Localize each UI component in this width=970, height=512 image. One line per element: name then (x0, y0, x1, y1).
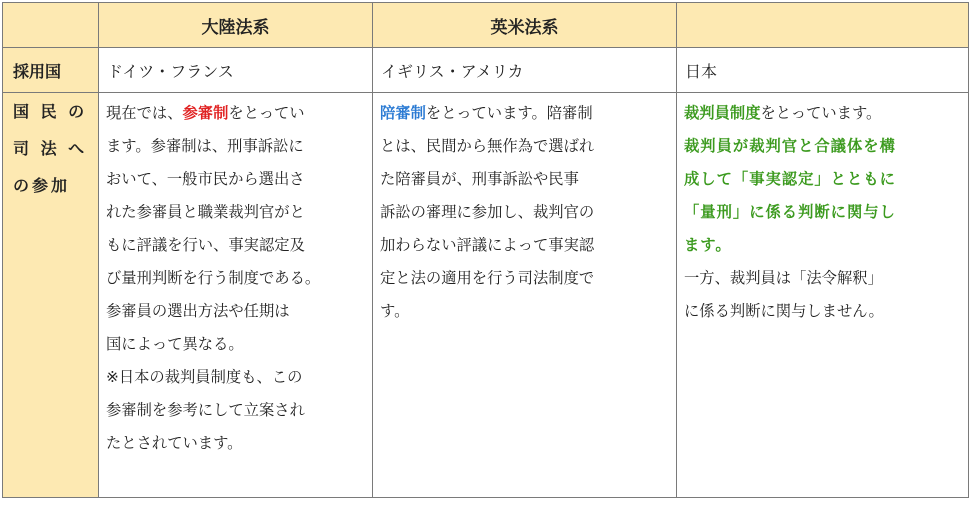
participation-continental (99, 93, 373, 498)
text-line: 一方、裁判員は「法令解釈」 (684, 269, 883, 287)
row-label-line: 司 法 へ (13, 139, 88, 158)
text-line: 現在では、参審制をとってい (106, 104, 305, 122)
adoption-common-text: イギリス・アメリカ (381, 61, 524, 81)
text-line: もに評議を行い、事実認定及 (106, 236, 305, 254)
japan-description (677, 93, 968, 328)
text-line: 裁判員制度をとっています。 (684, 104, 882, 122)
adoption-japan-text: 日本 (685, 61, 718, 81)
text-line: す。 (380, 302, 410, 320)
row-label-line: 国 民 の (13, 102, 88, 121)
text-line: た陪審員が、刑事訴訟や民事 (380, 170, 579, 188)
text-line: たとされています。 (106, 434, 243, 452)
row-label-line: の参加 (13, 176, 71, 195)
row-label-participation (3, 93, 99, 498)
adoption-japan (677, 48, 969, 93)
text-line: 加わらない評議によって事実認 (380, 236, 595, 254)
text-line: 参審制を参考にして立案され (106, 401, 305, 419)
adoption-common (373, 48, 677, 93)
text-line: 国によって異なる。 (106, 335, 244, 353)
text-line: ます。参審制は、刑事訴訟に (106, 137, 304, 155)
row-label-adoption: 採用国 (3, 48, 99, 93)
text-line: 陪審制をとっています。陪審制 (380, 104, 593, 122)
highlight-jury-system: 陪審制 (380, 104, 426, 122)
text-line: 参審員の選出方法や任期は (106, 302, 290, 320)
text-line: 訴訟の審理に参加し、裁判官の (380, 203, 595, 221)
row-label-lines (3, 93, 98, 204)
text-line: 定と法の適用を行う司法制度で (380, 269, 595, 287)
adoption-continental (99, 48, 373, 93)
green-text-line: 裁判員が裁判官と合議体を構 (684, 137, 896, 155)
green-text-line: 成して「事実認定」とともに (684, 170, 896, 188)
header-common-law: 英米法系 (373, 3, 677, 48)
header-row (3, 3, 969, 48)
common-law-description (373, 93, 676, 328)
text-line: れた参審員と職業裁判官がと (106, 203, 305, 221)
participation-japan (677, 93, 969, 498)
text-line: とは、民間から無作為で選ばれ (380, 137, 595, 155)
header-continental-law: 大陸法系 (99, 3, 373, 48)
continental-description (99, 93, 372, 460)
participation-common (373, 93, 677, 498)
highlight-lay-judge-system: 参審制 (182, 104, 229, 122)
text-line: ※日本の裁判員制度も、この (106, 368, 303, 386)
text-line: に係る判断に関与しません。 (684, 302, 884, 320)
participation-row (3, 93, 969, 498)
header-corner-cell (3, 3, 99, 48)
text-line: おいて、一般市民から選出さ (106, 170, 305, 188)
legal-system-comparison-table (2, 2, 969, 498)
adoption-continental-text: ドイツ・フランス (107, 61, 234, 81)
highlight-saiban-in-system: 裁判員制度 (684, 104, 761, 122)
green-text-line: ます。 (684, 236, 732, 254)
adoption-row (3, 48, 969, 93)
text-line: び量刑判断を行う制度である。 (106, 269, 321, 287)
green-text-line: 「量刑」に係る判断に関与し (684, 203, 896, 221)
header-japan (677, 3, 969, 48)
